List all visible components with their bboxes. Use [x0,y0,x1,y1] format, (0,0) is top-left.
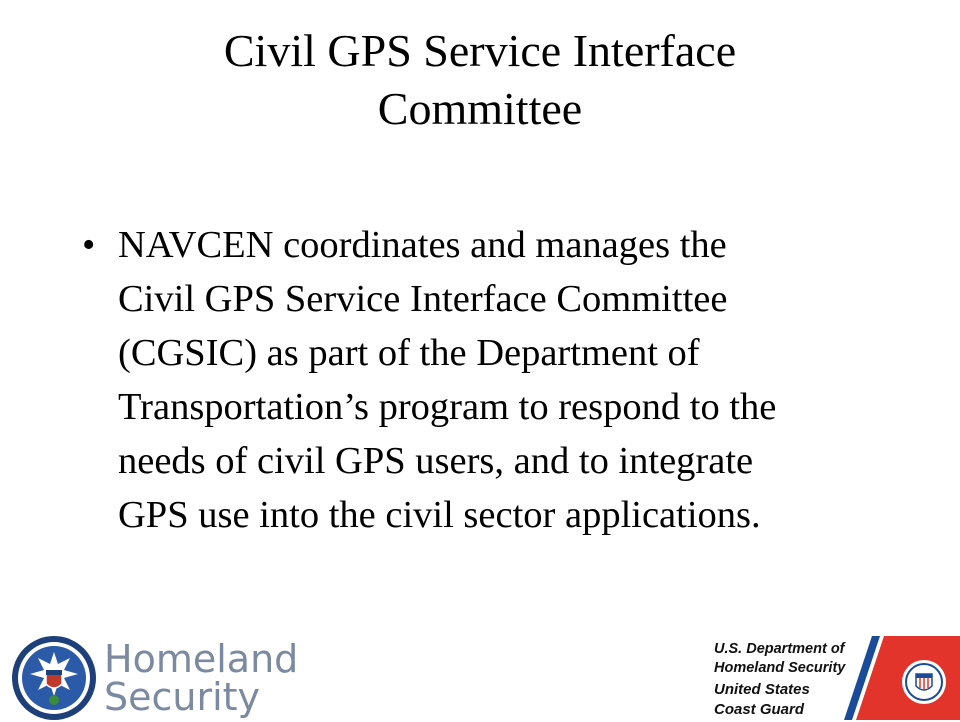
slide-title [60,22,900,138]
bullet-marker: • [82,224,96,266]
bullet-line: (CGSIC) as part of the Department of [118,332,700,374]
list-item [82,218,872,542]
department-line-1: U.S. Department of [714,641,845,657]
bullet-line: Civil GPS Service Interface Committee [118,278,728,320]
bullet-list [82,218,872,542]
coast-guard-stripe-icon [844,636,960,720]
title-line-1: Civil GPS Service Interface [223,25,737,76]
bullet-line: needs of civil GPS users, and to integrate [118,440,754,482]
agency-line-1: United States [714,681,810,698]
department-line-2: Homeland Security [714,660,846,676]
dhs-seal-icon [10,634,98,722]
wordmark-line-1: Homeland [104,637,299,681]
agency-line-2: Coast Guard [714,701,805,718]
bullet-line: Transportation’s program to respond to the [118,386,777,428]
bullet-text [118,218,872,542]
bullet-line: GPS use into the civil sector applications. [118,494,761,536]
bullet-line: NAVCEN coordinates and manages the [118,224,727,266]
wordmark-line-2: Security [104,675,261,719]
title-line-2: Committee [377,83,583,134]
dhs-wordmark [104,637,299,719]
